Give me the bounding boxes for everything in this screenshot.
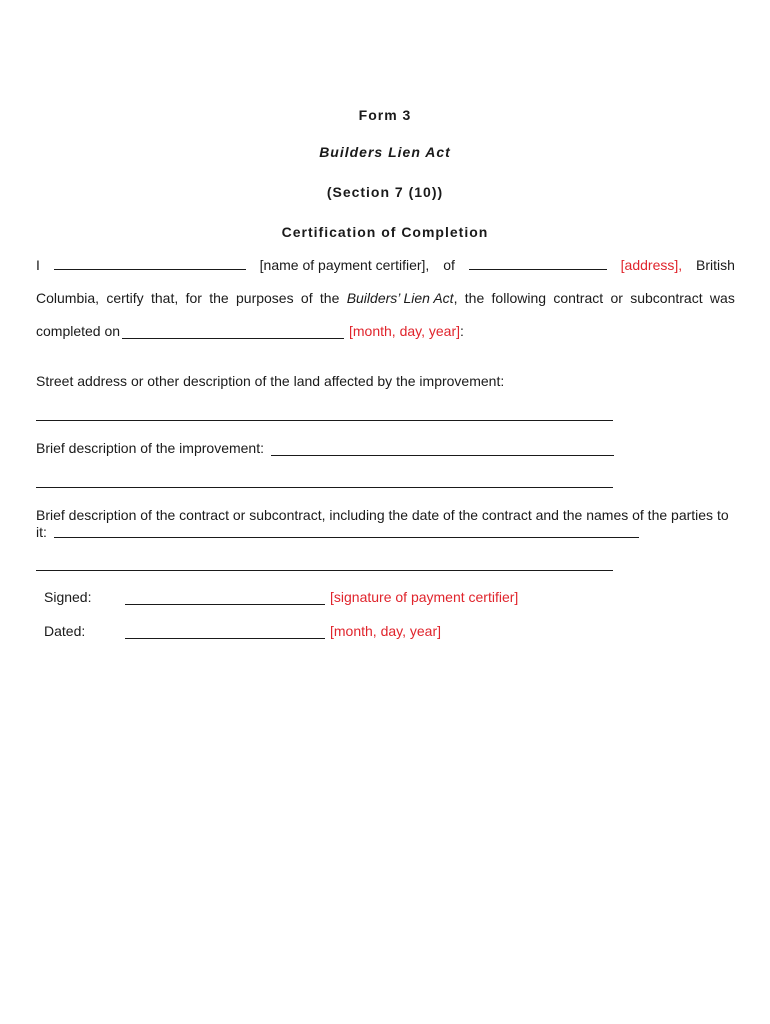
intro-word: the <box>319 290 340 306</box>
intro-word: the <box>209 290 229 306</box>
contract-label-continued: it: <box>36 524 47 540</box>
completion-date-field[interactable] <box>122 338 344 339</box>
completed-on-label: completed on <box>36 323 121 339</box>
intro-word: was <box>709 290 735 306</box>
street-address-label: Street address or other description of the land affected by the improvement: <box>36 373 505 389</box>
improvement-label: Brief description of the improvement: <box>36 440 264 456</box>
dated-label: Dated: <box>44 623 86 639</box>
intro-line-2 <box>36 290 735 306</box>
intro-word: Columbia, <box>36 290 100 306</box>
intro-word: of <box>300 290 313 306</box>
intro-word: subcontract <box>630 290 703 306</box>
date-hint: [month, day, year] <box>330 623 442 639</box>
act-reference-comma: , <box>453 290 458 306</box>
intro-word: contract <box>553 290 604 306</box>
completion-date-hint: [month, day, year] <box>349 323 461 339</box>
completion-date-line <box>349 323 464 339</box>
pronoun-text: I <box>36 257 40 273</box>
contract-field-line-2[interactable] <box>36 570 613 571</box>
intro-word: purposes <box>236 290 294 306</box>
intro-word: following <box>491 290 547 306</box>
contract-label: Brief description of the contract or subcontract, including the date of the contract and the names of the parties to <box>36 507 729 523</box>
form-title: Certification of Completion <box>281 224 489 240</box>
section-reference: (Section 7 (10)) <box>326 184 444 200</box>
intro-word: the <box>464 290 485 306</box>
of-text: of <box>443 257 455 273</box>
intro-word: or <box>610 290 623 306</box>
intro-word: that, <box>151 290 179 306</box>
street-address-field[interactable] <box>36 420 613 421</box>
act-name: Builders Lien Act <box>319 144 451 160</box>
contract-field-line-1[interactable] <box>54 537 639 538</box>
certifier-address-field[interactable] <box>469 257 607 270</box>
british-text: British <box>696 257 735 273</box>
date-field[interactable] <box>125 638 325 639</box>
signed-label: Signed: <box>44 589 92 605</box>
certifier-name-field[interactable] <box>54 257 246 270</box>
act-reference-italic: Builders’ Lien Act <box>346 290 454 306</box>
act-reference <box>347 290 458 306</box>
intro-word: certify <box>106 290 144 306</box>
form-number: Form 3 <box>358 107 412 123</box>
signature-field[interactable] <box>125 604 325 605</box>
improvement-field-line-2[interactable] <box>36 487 613 488</box>
improvement-field-line-1[interactable] <box>271 455 614 456</box>
completion-colon: : <box>460 323 464 339</box>
intro-line-1 <box>36 257 735 273</box>
address-hint: [address], <box>620 257 683 273</box>
intro-word: for <box>185 290 202 306</box>
certifier-name-hint: [name of payment certifier], <box>259 257 430 273</box>
signature-hint: [signature of payment certifier] <box>330 589 519 605</box>
